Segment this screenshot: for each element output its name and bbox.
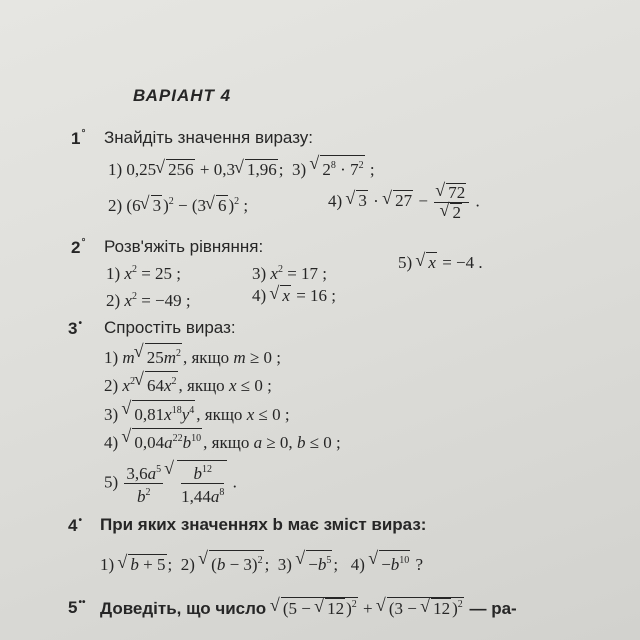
task-5-heading: Доведіть, що число √ (5 − √ 12 )$^2$ + √ (3 − √ 12 )$^2$ — ра- — [100, 597, 517, 619]
task-4-number: 4• — [68, 515, 82, 535]
task-1-line-2b: 4) √ 3 · √ 27 − √ 72 √ 2 . — [328, 183, 480, 222]
task-1-line-2: 2) (6√ 3 )$^2$ − (3√ 6 )$^2$ ; — [108, 192, 248, 216]
task-3-item-1: 1) m√ $25m^2$ , якщо m ≥ 0 ; — [104, 343, 281, 368]
task-2-heading: Розв'яжіть рівняння: — [104, 237, 264, 256]
task-3-item-3: 3) √ $0,81x^{18}y^4$ , якщо x ≤ 0 ; — [104, 400, 290, 425]
task-5-number: 5•• — [68, 597, 86, 617]
task-3-item-5: 5) $\frac{3,6a^5}{b^2}$ √ $\frac{b^{12}}{1,44a^8}$ . — [104, 460, 237, 506]
task-3-heading: Спростіть вираз: — [104, 318, 236, 337]
task-2-eq-5: 5) √ x = −4 . — [398, 252, 483, 273]
task-2-eq-4: 4) √ x = 16 ; — [252, 285, 336, 306]
task-3-item-2: 2) $x^2√$ $64x^2$ , якщо x ≤ 0 ; — [104, 371, 272, 396]
task-2-eq-3: 3) $x^2 = 17$ ; — [252, 264, 328, 283]
task-4-heading: При яких значеннях b має зміст вираз: — [100, 515, 427, 534]
task-1-heading: Знайдіть значення виразу: — [104, 128, 314, 147]
task-1-line-1: 1) 0,25√ 256 + 0,3√ 1,96 ; 3) √ $2^8 \cdot 7^2$ ; — [108, 155, 375, 180]
task-2-line-2: 2) $x^2 = -49$ ; — [106, 291, 191, 310]
task-2-number: 2° — [71, 237, 86, 257]
task-2-line-1: 1) $x^2 = 25$ ; — [106, 264, 182, 283]
task-1-number: 1° — [71, 128, 86, 148]
variant-title: ВАРІАНТ 4 — [133, 86, 232, 105]
task-4-items: 1) √ b + 5 ; 2) √ $(b - 3)^2$ ; 3) √ $-b^5$ ; 4) √ $-b^{10}$ ? — [100, 550, 423, 575]
task-3-number: 3• — [68, 318, 82, 338]
task-3-item-4: 4) √ $0,04a^{22}b^{10}$ , якщо a ≥ 0, b ≤ 0 ; — [104, 428, 341, 453]
